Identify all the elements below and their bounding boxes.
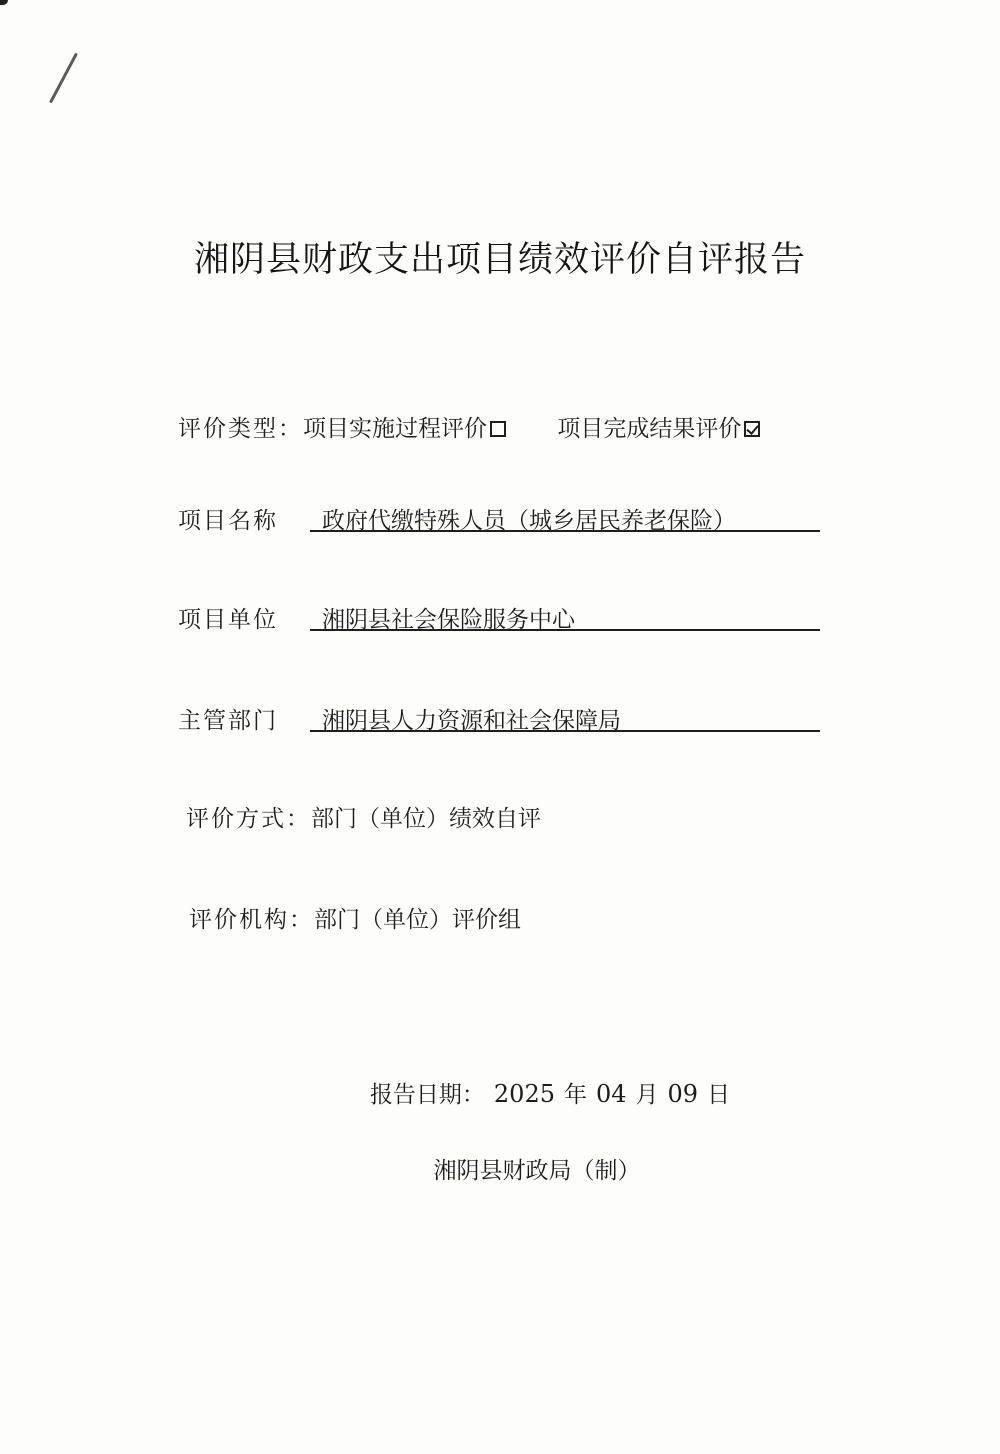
evaluation-type-label: 评价类型：: [178, 416, 303, 442]
project-unit-value: 湘阴县社会保险服务中心: [310, 601, 820, 631]
project-name-label: 项目名称: [178, 508, 278, 534]
evaluation-method-row: [186, 800, 541, 833]
supervising-dept-row: [178, 702, 621, 735]
report-date-day: 09: [667, 1080, 699, 1108]
evaluation-type-row: [178, 410, 760, 443]
project-unit-row: [178, 601, 575, 634]
report-date-day-unit: 日: [707, 1082, 731, 1108]
option-process-label: 项目实施过程评价: [303, 416, 487, 442]
project-name-row: [178, 502, 736, 535]
report-date: [0, 1076, 1000, 1109]
report-date-year-unit: 年: [563, 1082, 587, 1108]
evaluation-org-row: [189, 901, 521, 934]
option-result-checkbox[interactable]: [744, 421, 760, 437]
pen-stroke-mark: [49, 53, 78, 104]
evaluation-org-label: 评价机构：: [189, 907, 314, 933]
report-date-month-unit: 月: [635, 1082, 659, 1108]
issuer-text: 湘阴县财政局（制）: [433, 1158, 641, 1184]
evaluation-org-value: 部门（单位）评价组: [314, 907, 521, 933]
evaluation-method-value: 部门（单位）绩效自评: [311, 806, 541, 832]
project-name-value: 政府代缴特殊人员（城乡居民养老保险）: [310, 502, 820, 532]
issuer-line: [0, 1152, 1000, 1185]
option-process-checkbox[interactable]: [490, 421, 506, 437]
evaluation-method-label: 评价方式：: [186, 806, 311, 832]
supervising-dept-value: 湘阴县人力资源和社会保障局: [310, 702, 820, 732]
report-date-label: 报告日期：: [369, 1082, 485, 1108]
report-date-year: 2025: [493, 1080, 555, 1108]
project-unit-label: 项目单位: [178, 607, 278, 633]
scan-corner-mark: [0, 0, 8, 5]
option-result-label: 项目完成结果评价: [557, 416, 742, 442]
report-date-month: 04: [595, 1080, 627, 1108]
supervising-dept-label: 主管部门: [178, 708, 278, 734]
document-title: 湘阴县财政支出项目绩效评价自评报告: [193, 240, 806, 280]
